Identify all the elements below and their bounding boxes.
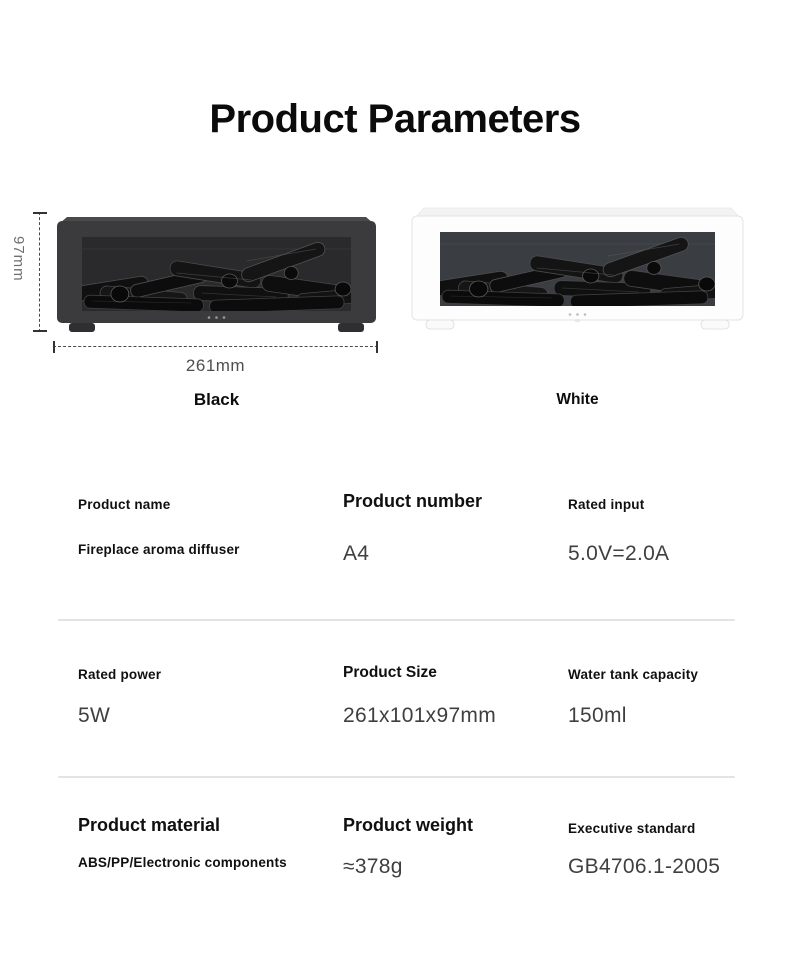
spec-cell-rated-power xyxy=(78,658,343,728)
spec-cell-executive-standard xyxy=(568,812,750,879)
width-dimension-label: 261mm xyxy=(185,356,246,375)
black-diffuser-illustration xyxy=(55,211,378,335)
spec-label: Rated power xyxy=(78,667,162,682)
spec-cell-rated-input xyxy=(568,488,750,566)
spec-value: ≈378g xyxy=(343,855,403,878)
spec-label: Product number xyxy=(343,491,483,511)
spec-label: Executive standard xyxy=(568,821,696,836)
spec-cell-product-size xyxy=(343,658,568,728)
spec-value: 5.0V=2.0A xyxy=(568,542,670,565)
spec-row-1 xyxy=(0,488,790,566)
page-title: Product Parameters xyxy=(209,96,581,141)
white-diffuser-image xyxy=(410,204,745,334)
spec-label: Product name xyxy=(78,497,171,512)
black-diffuser-image xyxy=(55,211,378,335)
spec-value: 150ml xyxy=(568,704,627,727)
spec-label: Water tank capacity xyxy=(568,667,699,682)
spec-value: 261x101x97mm xyxy=(343,704,497,727)
spec-row-3 xyxy=(0,812,790,879)
spec-value: 5W xyxy=(78,704,111,727)
spec-value: GB4706.1-2005 xyxy=(568,855,721,878)
height-dimension-label: 97mm xyxy=(10,236,27,282)
spec-cell-product-material xyxy=(78,812,343,879)
spec-cell-water-tank-capacity xyxy=(568,658,750,728)
spec-label: Product Size xyxy=(343,664,437,681)
spec-cell-product-name xyxy=(78,488,343,566)
spec-label: Product weight xyxy=(343,815,473,835)
spec-cell-product-weight xyxy=(343,812,568,879)
row-divider xyxy=(58,619,735,621)
white-diffuser-illustration xyxy=(410,204,745,334)
width-dimension-line xyxy=(53,341,378,353)
row-divider xyxy=(58,776,735,778)
white-variant-caption: White xyxy=(556,391,599,408)
spec-row-2 xyxy=(0,658,790,728)
spec-value: ABS/PP/Electronic components xyxy=(78,855,287,870)
black-variant-caption: Black xyxy=(193,390,240,409)
spec-label: Product material xyxy=(78,815,221,835)
spec-cell-product-number xyxy=(343,488,568,566)
spec-value: Fireplace aroma diffuser xyxy=(78,542,240,557)
spec-value: A4 xyxy=(343,542,370,565)
height-dimension-line xyxy=(33,212,47,332)
spec-label: Rated input xyxy=(568,497,645,512)
